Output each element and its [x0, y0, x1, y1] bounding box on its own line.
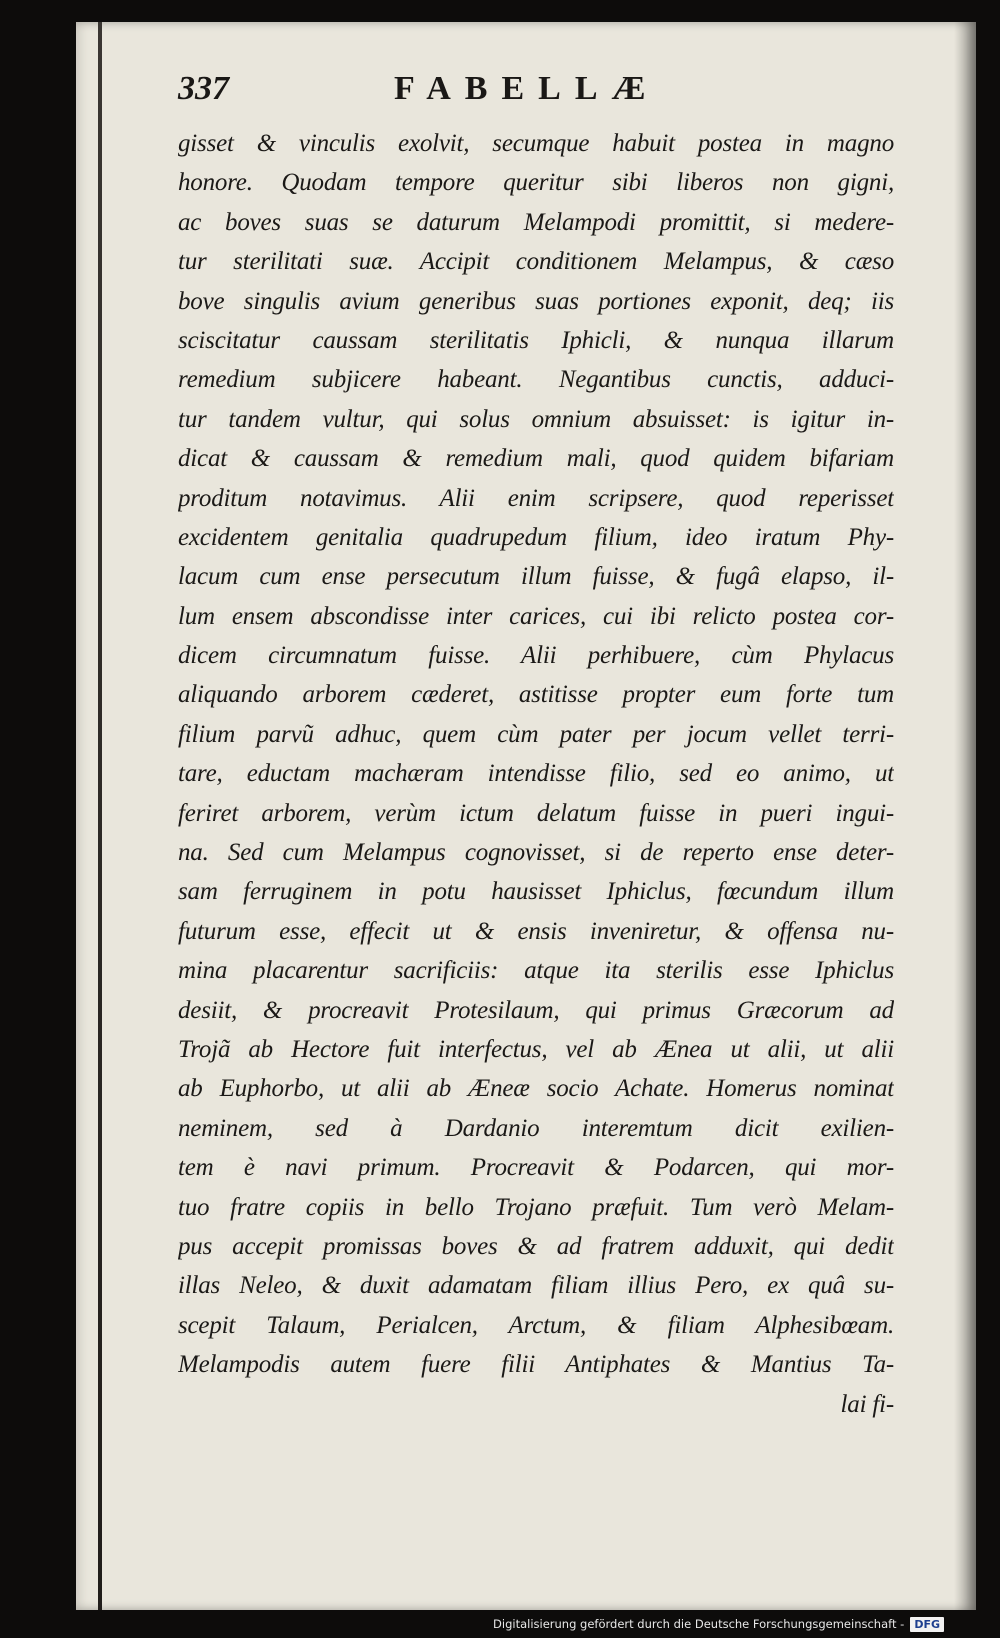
page-edge	[98, 22, 102, 1610]
text-line: scepit Talaum, Perialcen, Arctum, & filiam Alphesibœam.	[178, 1311, 894, 1339]
text-line: sam ferruginem in potu hausisset Iphiclus, fœcundum illum	[178, 878, 894, 906]
text-line: bove singulis avium generibus suas portiones exponit, deq; iis	[178, 287, 894, 315]
text-line: remedium subjicere habeant. Negantibus cunctis, adduci-	[178, 366, 894, 394]
text-line: lum ensem abscondisse inter carices, cui ibi relicto postea cor-	[178, 602, 894, 630]
text-line: tur sterilitati suæ. Accipit conditionem Melampus, & cæso	[178, 248, 894, 276]
text-line: Trojã ab Hectore fuit interfectus, vel ab Ænea ut alii, ut alii	[178, 1035, 894, 1063]
dfg-logo: DFG	[910, 1617, 944, 1632]
text-line: futurum esse, effecit ut & ensis inveniretur, & offensa nu-	[178, 917, 894, 945]
text-line: neminem, sed à Dardanio interemtum dicit exilien-	[178, 1114, 894, 1142]
text-line: ab Euphorbo, ut alii ab Æneæ socio Achate. Homerus nominat	[178, 1075, 894, 1103]
body-text	[178, 124, 894, 1424]
text-line: desiit, & procreavit Protesilaum, qui primus Græcorum ad	[178, 996, 894, 1024]
text-line: gisset & vinculis exolvit, secumque habuit postea in magno	[178, 130, 894, 157]
text-line: filium parvũ adhuc, quem cùm pater per jocum vellet terri-	[178, 720, 894, 748]
digitization-footer	[493, 1614, 944, 1634]
page-header	[178, 66, 818, 116]
text-line: tem è navi primum. Procreavit & Podarcen, qui mor-	[178, 1154, 894, 1182]
text-line: na. Sed cum Melampus cognovisset, si de reperto ense deter-	[178, 839, 894, 867]
text-line: ac boves suas se daturum Melampodi promittit, si medere-	[178, 208, 894, 236]
text-line: mina placarentur sacrificiis: atque ita sterilis esse Iphiclus	[178, 957, 894, 985]
text-line: excidentem genitalia quadrupedum filium, ideo iratum Phy-	[178, 523, 894, 551]
text-line: feriret arborem, verùm ictum delatum fuisse in pueri ingui-	[178, 799, 894, 827]
page-gutter-shadow	[954, 22, 976, 1610]
text-line: illas Neleo, & duxit adamatam filiam illius Pero, ex quâ su-	[178, 1272, 894, 1300]
catchword: lai fi-	[840, 1390, 894, 1418]
text-line: proditum notavimus. Alii enim scripsere, quod reperisset	[178, 484, 894, 512]
text-line: pus accepit promissas boves & ad fratrem adduxit, qui dedit	[178, 1232, 894, 1260]
text-line: Melampodis autem fuere filii Antiphates & Mantius Ta-	[178, 1351, 894, 1379]
text-line: tare, eductam machæram intendisse filio, sed eo animo, ut	[178, 760, 894, 788]
text-line: sciscitatur caussam sterilitatis Iphicli, & nunqua illarum	[178, 326, 894, 354]
text-line: aliquando arborem cæderet, astitisse propter eum forte tum	[178, 681, 894, 709]
text-line: lacum cum ense persecutum illum fuisse, & fugâ elapso, il-	[178, 563, 894, 591]
text-line: tuo fratre copiis in bello Trojano præfuit. Tum verò Melam-	[178, 1193, 894, 1221]
text-line: dicem circumnatum fuisse. Alii perhibuere, cùm Phylacus	[178, 642, 894, 670]
page-number: 337	[178, 70, 229, 107]
text-line: honore. Quodam tempore queritur sibi liberos non gigni,	[178, 169, 894, 197]
footer-credit: Digitalisierung gefördert durch die Deutsche Forschungsgemeinschaft -	[493, 1617, 905, 1631]
text-line: tur tandem vultur, qui solus omnium absuisset: is igitur in-	[178, 405, 894, 433]
running-head: FABELLÆ	[394, 70, 660, 107]
text-line: dicat & caussam & remedium mali, quod quidem bifariam	[178, 445, 894, 473]
